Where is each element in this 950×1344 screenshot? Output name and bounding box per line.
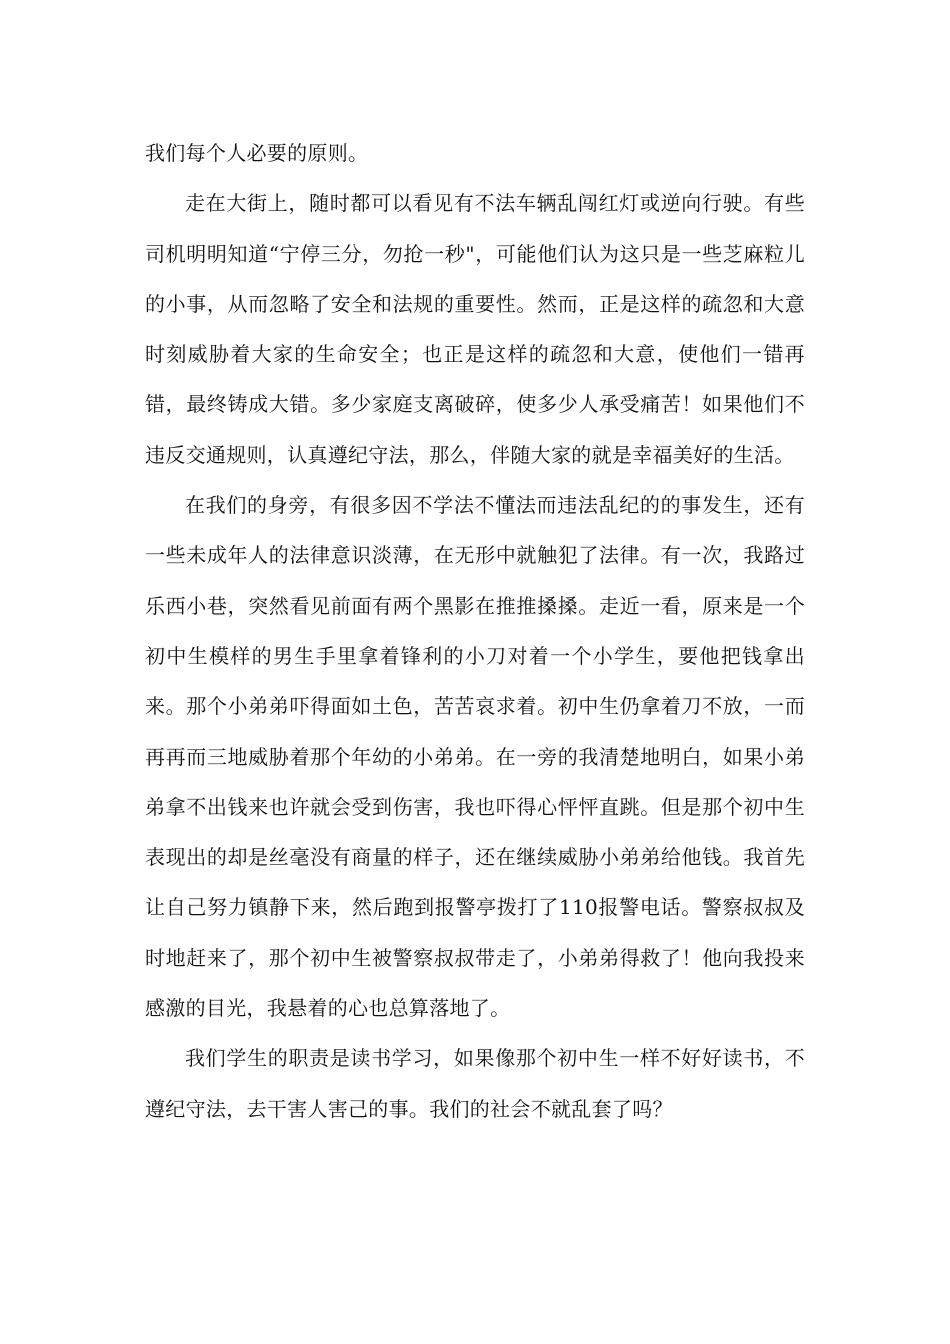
paragraph-2: 走在大街上，随时都可以看见有不法车辆乱闯红灯或逆向行驶。有些司机明明知道“宁停三分，勿抢一秒"，可能他们认为这只是一些芝麻粒儿的小事，从而忽略了安全和法规的重要性。然而，正是这样的疏忽和大意时刻威胁着大家的生命安全；也正是这样的疏忽和大意，使他们一错再错，最终铸成大错。多少家庭支离破碎，使多少人承受痛苦！如果他们不违反交通规则，认真遵纪守法，那么，伴随大家的就是幸福美好的生活。 (145, 191, 805, 467)
paragraph-4: 我们学生的职责是读书学习，如果像那个初中生一样不好好读书，不遵纪守法，去干害人害己的事。我们的社会不就乱套了吗？ (145, 1046, 805, 1121)
document-body (145, 128, 805, 1134)
paragraph-3: 在我们的身旁，有很多因不学法不懂法而违法乱纪的的事发生，还有一些未成年人的法律意识淡薄，在无形中就触犯了法律。有一次，我路过乐西小巷，突然看见前面有两个黑影在推推搡搡。走近一看，原来是一个初中生模样的男生手里拿着锋利的小刀对着一个小学生，要他把钱拿出来。那个小弟弟吓得面如土色，苦苦哀求着。初中生仍拿着刀不放，一而再再而三地威胁着那个年幼的小弟弟。在一旁的我清楚地明白，如果小弟弟拿不出钱来也许就会受到伤害，我也吓得心怦怦直跳。但是那个初中生表现出的却是丝毫没有商量的样子，还在继续威胁小弟弟给他钱。我首先让自己努力镇静下来，然后跑到报警亭拨打了110报警电话。警察叔叔及时地赶来了，那个初中生被警察叔叔带走了，小弟弟得救了！他向我投来感激的目光，我悬着的心也总算落地了。 (145, 493, 805, 1021)
paragraph-1: 我们每个人必要的原则。 (145, 141, 369, 165)
